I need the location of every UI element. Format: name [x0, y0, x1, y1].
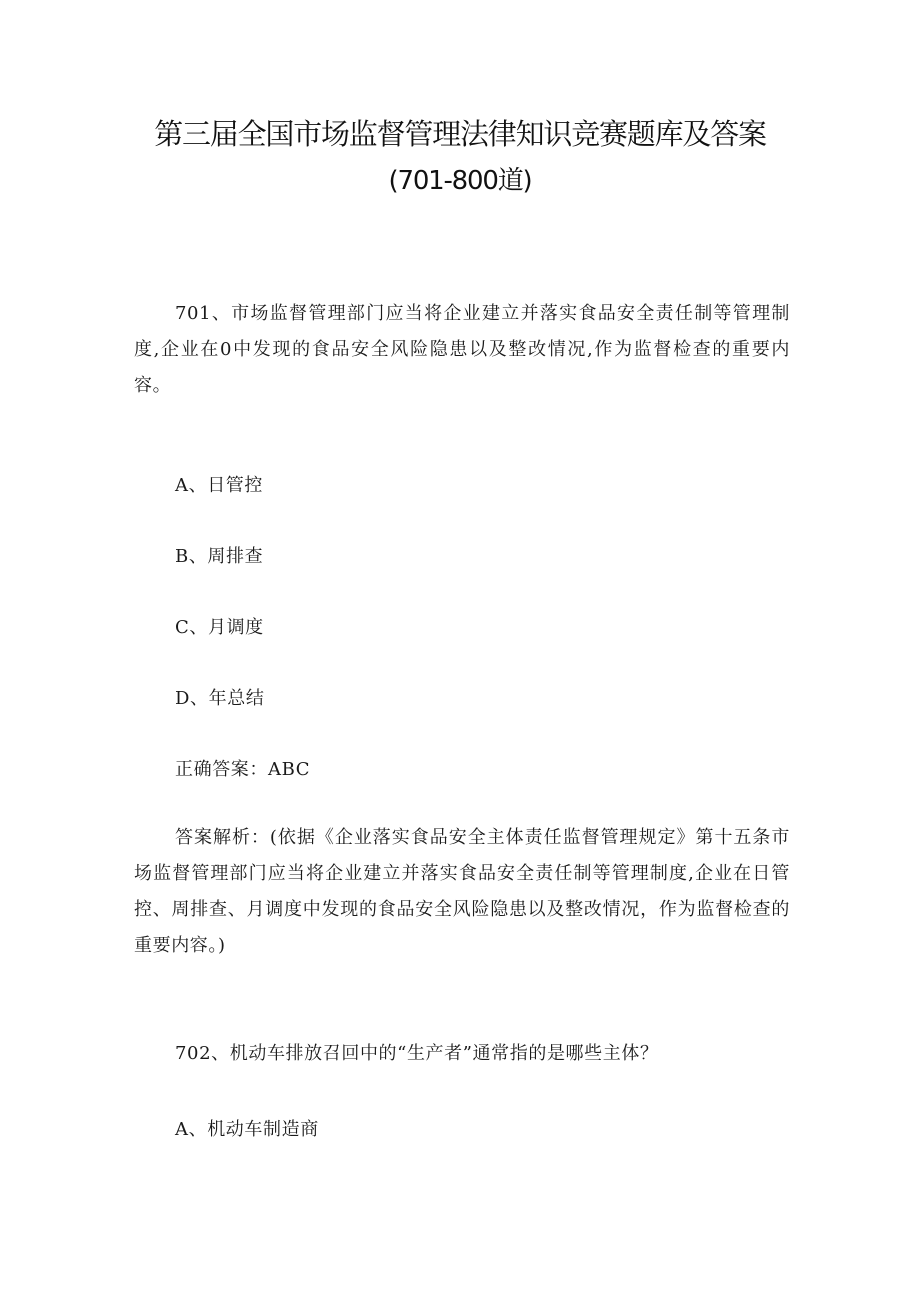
document-title: 第三届全国市场监督管理法律知识竞赛题库及答案 — [154, 117, 766, 151]
question-701-text: 701、市场监督管理部门应当将企业建立并落实食品安全责任制等管理制度,企业在0中发现的食品安全风险隐患以及整改情况,作为监督检查的重要内容。 — [134, 303, 790, 396]
question-701-option-d: D、年总结 — [175, 688, 265, 709]
document-subtitle: (701-800道) — [388, 166, 532, 196]
question-702-text: 702、机动车排放召回中的“生产者”通常指的是哪些主体？ — [175, 1043, 659, 1064]
question-701-option-c: C、月调度 — [175, 617, 264, 638]
question-701-answer: 正确答案：ABC — [175, 759, 311, 780]
question-701-explanation: 答案解析：(依据《企业落实食品安全主体责任监督管理规定》第十五条市场监督管理部门应当将企业建立并落实食品安全责任制等管理制度,企业在日管控、周排查、月调度中发现的食品安全风险隐患以及整改情况，作为监督检查的重要内容。) — [134, 827, 790, 956]
question-702-option-a: A、机动车制造商 — [175, 1119, 319, 1140]
question-701-option-a: A、日管控 — [175, 475, 263, 496]
question-701-option-b: B、周排查 — [175, 546, 264, 567]
